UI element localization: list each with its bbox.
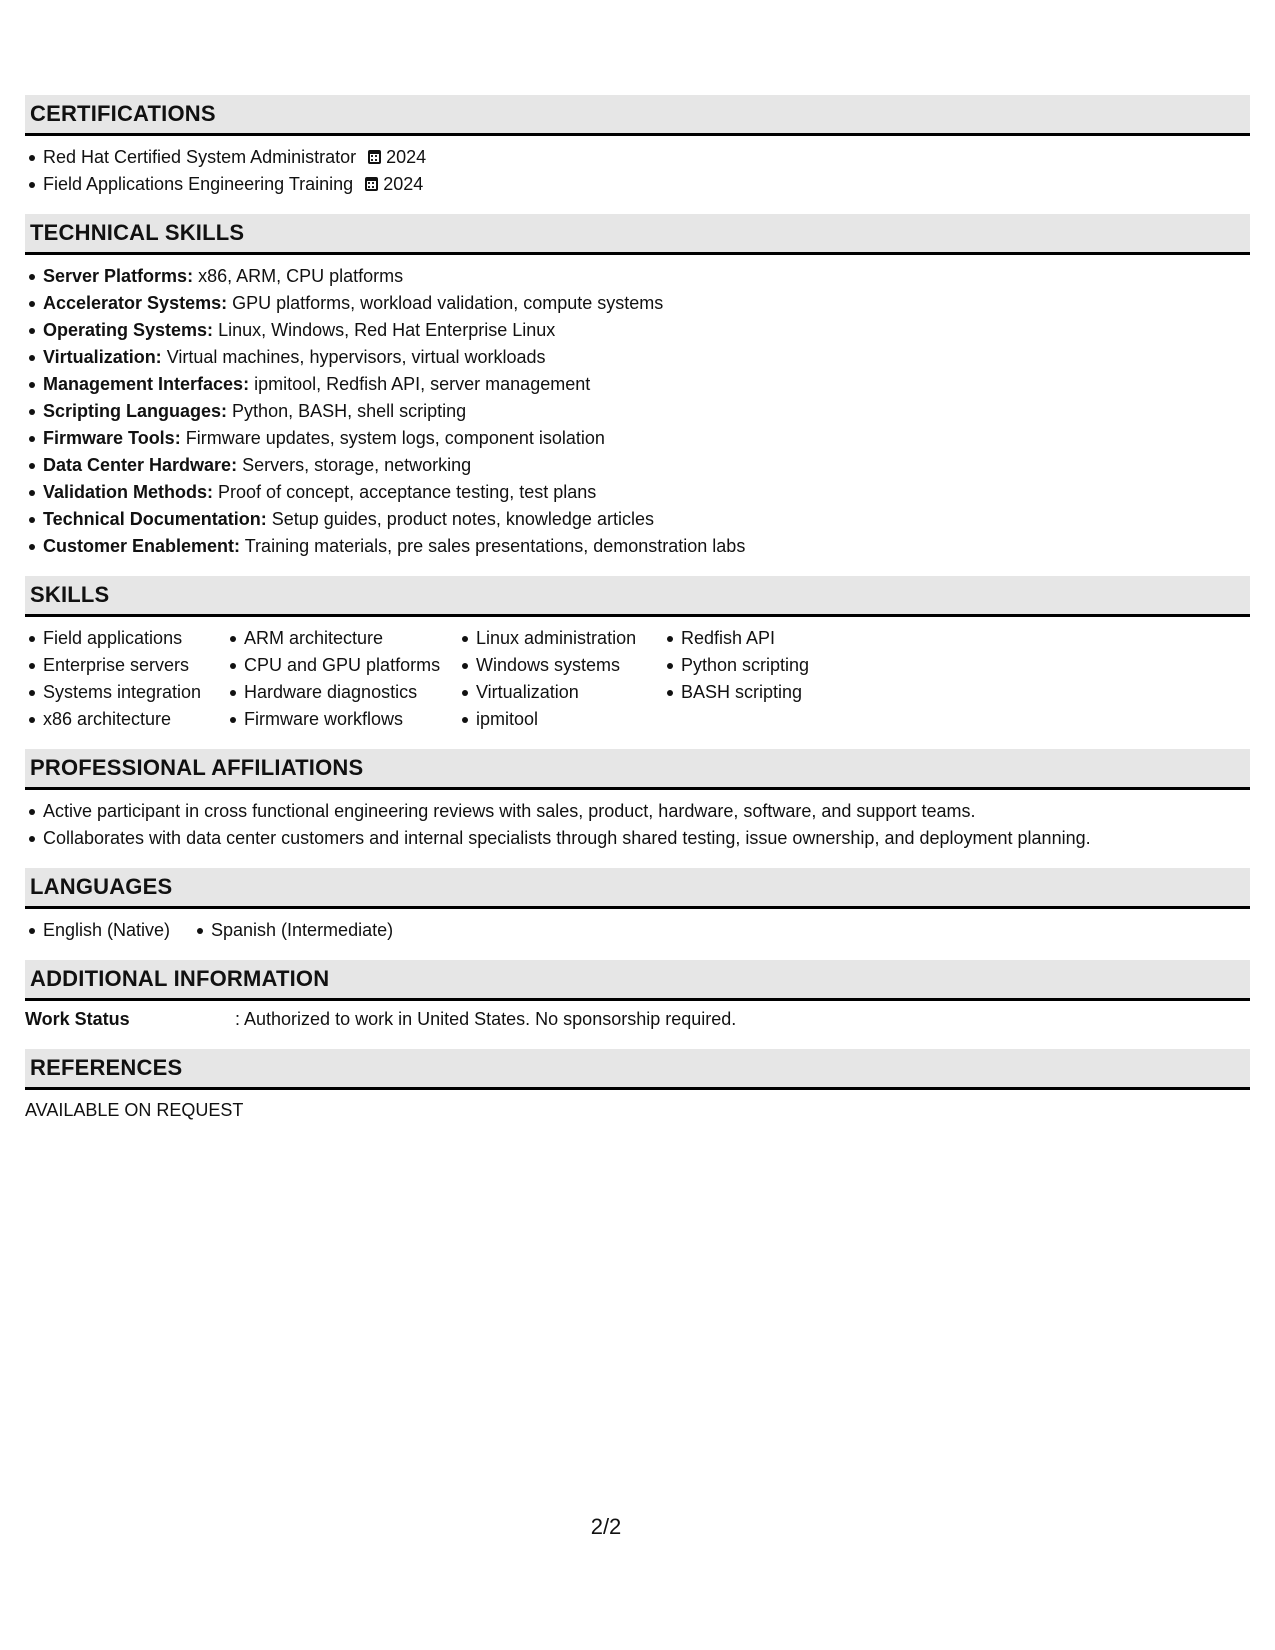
skill-label: Technical Documentation:	[43, 509, 267, 529]
resume-page	[25, 95, 1250, 1140]
skill-value: Servers, storage, networking	[242, 455, 472, 475]
skill-value: Setup guides, product notes, knowledge articles	[271, 509, 654, 529]
additional-info-section	[25, 960, 1250, 1033]
list-item: Active participant in cross functional engineering reviews with sales, product, hardware, software, and support teams.	[43, 798, 1250, 825]
work-status-label: Work Status	[25, 1009, 130, 1029]
skills-column	[244, 625, 476, 733]
skills-column	[476, 625, 681, 733]
list-item	[43, 506, 1250, 533]
list-item	[43, 533, 1250, 560]
certifications-section	[25, 95, 1250, 198]
skills-section	[25, 576, 1250, 733]
skill-value: Linux, Windows, Red Hat Enterprise Linux	[218, 320, 556, 340]
skill-value: GPU platforms, workload validation, compute systems	[232, 293, 664, 313]
skill-value: Firmware updates, system logs, component isolation	[185, 428, 605, 448]
section-heading: TECHNICAL SKILLS	[25, 214, 1250, 255]
list-item	[43, 452, 1250, 479]
list-item: Spanish (Intermediate)	[211, 917, 393, 944]
affiliations-list	[25, 798, 1250, 852]
skill-value: Virtual machines, hypervisors, virtual workloads	[166, 347, 546, 367]
list-item: Virtualization	[476, 679, 681, 706]
affiliations-section	[25, 749, 1250, 852]
list-item	[43, 171, 1250, 198]
calendar-icon	[365, 177, 378, 191]
technical-skills-list	[25, 263, 1250, 560]
list-item	[43, 371, 1250, 398]
list-item	[43, 479, 1250, 506]
skill-label: Accelerator Systems:	[43, 293, 228, 313]
list-item: Systems integration	[43, 679, 244, 706]
list-item	[43, 263, 1250, 290]
list-item: Python scripting	[681, 652, 881, 679]
section-heading: ADDITIONAL INFORMATION	[25, 960, 1250, 1001]
certification-year: 2024	[383, 174, 424, 194]
skill-value: Python, BASH, shell scripting	[232, 401, 467, 421]
skill-label: Operating Systems:	[43, 320, 214, 340]
technical-skills-section	[25, 214, 1250, 560]
references-section	[25, 1049, 1250, 1124]
skills-column	[43, 625, 244, 733]
skill-value: x86, ARM, CPU platforms	[198, 266, 404, 286]
work-status-row	[25, 1006, 1250, 1033]
section-heading: REFERENCES	[25, 1049, 1250, 1090]
section-heading: LANGUAGES	[25, 868, 1250, 909]
list-item: x86 architecture	[43, 706, 244, 733]
references-text: AVAILABLE ON REQUEST	[25, 1100, 244, 1120]
certification-name: Field Applications Engineering Training	[43, 174, 354, 194]
list-item: Hardware diagnostics	[244, 679, 476, 706]
skill-label: Firmware Tools:	[43, 428, 181, 448]
skill-label: Server Platforms:	[43, 266, 194, 286]
list-item: Linux administration	[476, 625, 681, 652]
list-item: CPU and GPU platforms	[244, 652, 476, 679]
certification-name: Red Hat Certified System Administrator	[43, 147, 357, 167]
skill-label: Management Interfaces:	[43, 374, 250, 394]
certifications-list	[25, 144, 1250, 198]
list-item: Windows systems	[476, 652, 681, 679]
skill-value: Proof of concept, acceptance testing, test plans	[218, 482, 597, 502]
skills-column	[681, 625, 881, 733]
list-item: Redfish API	[681, 625, 881, 652]
work-status-value: : Authorized to work in United States. No sponsorship required.	[235, 1009, 737, 1029]
section-heading: PROFESSIONAL AFFILIATIONS	[25, 749, 1250, 790]
list-item	[43, 398, 1250, 425]
list-item: Firmware workflows	[244, 706, 476, 733]
skills-grid	[25, 625, 1250, 733]
certification-year: 2024	[386, 147, 427, 167]
skill-value: Training materials, pre sales presentations, demonstration labs	[244, 536, 746, 556]
list-item	[43, 344, 1250, 371]
list-item	[43, 290, 1250, 317]
page-number: 2/2	[590, 1514, 622, 1539]
list-item: English (Native)	[43, 917, 211, 944]
skill-label: Validation Methods:	[43, 482, 214, 502]
skill-label: Customer Enablement:	[43, 536, 241, 556]
skill-label: Scripting Languages:	[43, 401, 228, 421]
skill-label: Data Center Hardware:	[43, 455, 238, 475]
list-item: Field applications	[43, 625, 244, 652]
list-item: ipmitool	[476, 706, 681, 733]
list-item: BASH scripting	[681, 679, 881, 706]
list-item	[43, 144, 1250, 171]
languages-section	[25, 868, 1250, 944]
list-item	[43, 425, 1250, 452]
list-item	[43, 317, 1250, 344]
skill-label: Virtualization:	[43, 347, 162, 367]
list-item: Enterprise servers	[43, 652, 244, 679]
calendar-icon	[368, 150, 381, 164]
section-heading: SKILLS	[25, 576, 1250, 617]
section-heading: CERTIFICATIONS	[25, 95, 1250, 136]
skill-value: ipmitool, Redfish API, server management	[254, 374, 591, 394]
list-item: Collaborates with data center customers and internal specialists through shared testing, issue ownership, and deployment planning.	[43, 825, 1250, 852]
list-item: ARM architecture	[244, 625, 476, 652]
languages-list	[25, 917, 1250, 944]
